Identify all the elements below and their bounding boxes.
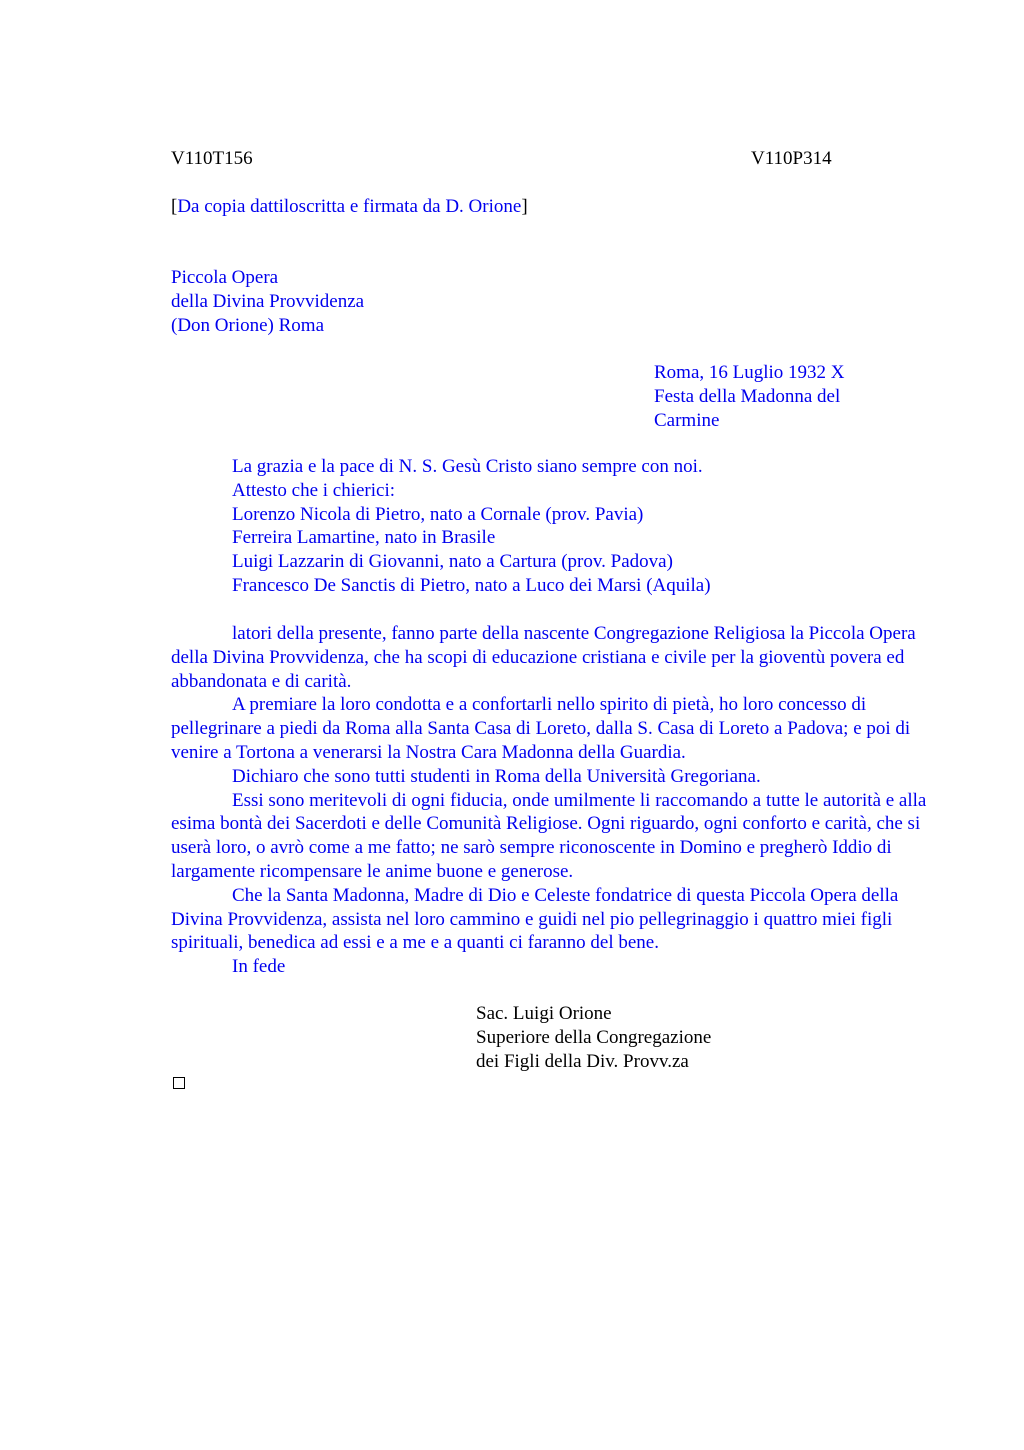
signature-block xyxy=(476,1002,711,1073)
body-paragraph: Che la Santa Madonna, Madre di Dio e Celeste fondatrice di questa Piccola Opera della Divina Provvidenza, assista nel loro cammino e guidi nel pio pellegrinaggio i quattro miei figli spirituali, benedica ad essi e a me e a quanti ci faranno del bene. xyxy=(171,884,899,954)
letter-body xyxy=(171,622,931,979)
body-paragraph: Essi sono meritevoli di ogni fiducia, onde umilmente li raccomando a tutte le autorità e alla esima bontà dei Sacerdoti e delle Comunità Religiose. Ogni riguardo, ogni conforto e carità, che si userà loro, o avrò come a me fatto; ne sarò sempre riconoscente in Domino e pregherò Iddio di largamente ricompensare le anime buone e generose. xyxy=(171,789,927,882)
signature-line: dei Figli della Div. Provv.za xyxy=(476,1050,689,1072)
source-note-open-bracket: [ xyxy=(171,196,178,217)
cleric-name-line: Lorenzo Nicola di Pietro, nato a Cornale (prov. Pavia) xyxy=(232,503,644,525)
signature-line: Sac. Luigi Orione xyxy=(476,1003,612,1024)
source-note-close-bracket: ] xyxy=(521,196,528,217)
attestation-line: Attesto che i chierici: xyxy=(232,479,396,501)
document-reference-left: V110T156 xyxy=(171,148,253,169)
greeting-and-names-block xyxy=(232,455,711,598)
dateline-line: Carmine xyxy=(654,409,720,431)
dateline-line: Festa della Madonna del xyxy=(654,385,841,407)
greeting-line: La grazia e la pace di N. S. Gesù Cristo siano sempre con noi. xyxy=(232,456,703,477)
sender-line: della Divina Provvidenza xyxy=(171,290,365,312)
cleric-name-line: Francesco De Sanctis di Pietro, nato a Luco dei Marsi (Aquila) xyxy=(232,574,711,596)
source-note xyxy=(171,195,528,219)
cleric-name-line: Ferreira Lamartine, nato in Brasile xyxy=(232,527,496,549)
dateline-line: Roma, 16 Luglio 1932 X xyxy=(654,362,845,383)
body-paragraph: A premiare la loro condotta e a confortarli nello spirito di pietà, ho loro concesso di pellegrinare a piedi da Roma alla Santa Casa di Loreto, dalla S. Casa di Loreto a Padova; e poi di venire a Tortona a venerarsi la Nostra Cara Madonna della Guardia. xyxy=(171,694,911,763)
sender-line: Piccola Opera xyxy=(171,267,279,288)
document-reference-right: V110P314 xyxy=(751,148,832,169)
signature-line: Superiore della Congregazione xyxy=(476,1026,712,1048)
sender-line: (Don Orione) Roma xyxy=(171,314,325,336)
dateline-block xyxy=(654,361,845,432)
source-note-text: Da copia dattiloscritta e firmata da D. Orione xyxy=(177,196,522,217)
cleric-name-line: Luigi Lazzarin di Giovanni, nato a Cartura (prov. Padova) xyxy=(232,551,673,573)
sender-block xyxy=(171,266,364,337)
end-of-document-box-icon xyxy=(173,1077,185,1089)
body-paragraph: Dichiaro che sono tutti studenti in Roma della Università Gregoriana. xyxy=(232,765,761,787)
body-paragraph: latori della presente, fanno parte della nascente Congregazione Religiosa la Piccola Opera della Divina Provvidenza, che ha scopi di educazione cristiana e civile per la gioventù povera ed abbandonata e di carità. xyxy=(171,623,916,692)
closing-line: In fede xyxy=(232,956,286,978)
